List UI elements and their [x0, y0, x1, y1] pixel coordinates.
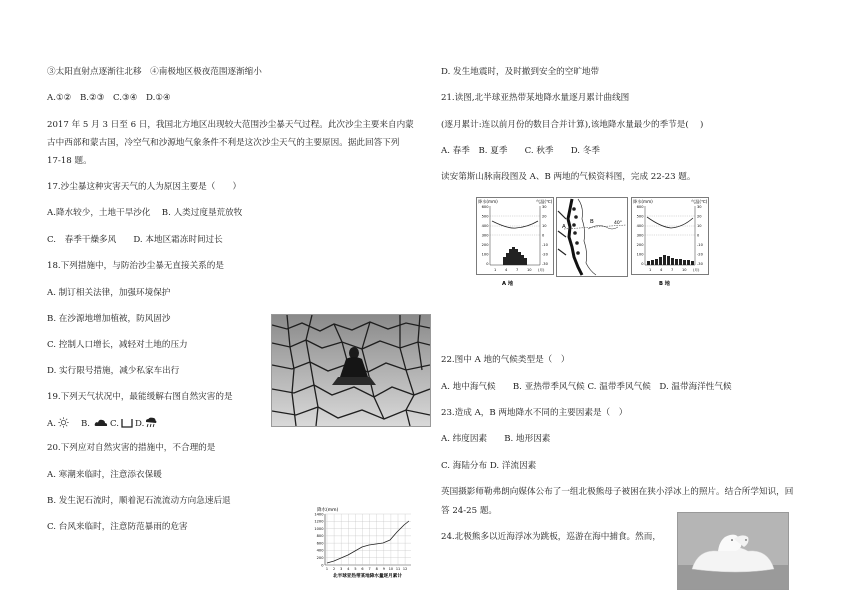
intro-22-23: 读安第斯山脉南段图及 A、B 两地的气候资料图，完成 22-23 题。: [441, 172, 696, 182]
map-label-b: B: [590, 219, 594, 225]
temp-tick-label: -20: [542, 252, 548, 257]
climate-chart-a-svg: [476, 197, 554, 287]
cloudy-icon: [94, 418, 108, 430]
temp-tick-label: 10: [542, 224, 547, 228]
month-tick-label: (月): [693, 268, 700, 272]
cumulative-x-tick-label: 5: [354, 567, 357, 571]
month-tick-label: 1: [649, 268, 652, 272]
precip-tick-label: 0: [486, 262, 489, 266]
question-19-options: [47, 417, 157, 431]
cumulative-y-tick-label: 1000: [314, 526, 324, 531]
precip-tick-label: 200: [636, 243, 644, 247]
temp-tick-label: 0: [542, 233, 545, 238]
precip-tick-label: 400: [481, 224, 489, 228]
question-23-options-ab: A. 纬度因素 B. 地形因素: [441, 434, 551, 444]
precip-tick-label: 500: [481, 214, 489, 219]
cumulative-curve: [327, 521, 409, 563]
precip-tick-label: 600: [636, 205, 644, 209]
precip-tick-label: 100: [481, 252, 489, 257]
question-20-option-b: B. 发生泥石流时，顺着泥石流流动方向急速后退: [47, 496, 231, 506]
precip-tick-label: 300: [481, 233, 489, 238]
month-tick-label: 7: [671, 268, 674, 272]
precip-tick-label: 400: [636, 224, 644, 228]
question-20: 20.下列应对自然灾害的措施中，不合理的是: [47, 443, 216, 453]
option-a-label: A.: [47, 419, 56, 429]
temp-tick-label: -30: [697, 262, 703, 266]
sun-icon: [58, 417, 69, 431]
cumulative-y-tick-label: 0: [321, 563, 324, 568]
precip-tick-label: 100: [636, 252, 644, 257]
temp-tick-label: 0: [697, 233, 700, 238]
cumulative-x-tick-label: 10: [388, 567, 394, 571]
cumulative-x-tick-label: 3: [340, 567, 343, 571]
cumulative-chart-ylabel: 降水(mm): [317, 508, 339, 513]
cumulative-y-tick-label: 1200: [314, 519, 324, 524]
question-23: 23.造成 A，B 两地降水不同的主要因素是（ ）: [441, 408, 628, 418]
option-b-label: B.: [80, 419, 91, 429]
month-tick-label: (月): [538, 268, 545, 272]
map-latitude-label: 40°: [614, 221, 622, 226]
temp-tick-label: 10: [697, 224, 702, 228]
temp-tick-label: 20: [542, 214, 547, 219]
sandstorm-icon: [121, 418, 133, 431]
climate-b-ylabel-right: 气温(℃): [691, 199, 708, 204]
climate-a-ylabel-left: 降水(mm): [478, 199, 498, 204]
cumulative-x-tick-label: 6: [361, 567, 364, 571]
cumulative-y-tick-label: 1400: [314, 512, 324, 517]
passage-line-3: 17-18 题。: [47, 156, 92, 166]
question-18-option-a: A. 制订相关法律，加强环境保护: [47, 288, 171, 298]
month-tick-label: 1: [494, 268, 497, 272]
andes-map: [556, 197, 628, 277]
passage-bears-line-2: 答 24-25 题。: [441, 506, 498, 516]
polar-bear-ice-floe-photo: [677, 512, 789, 590]
precip-tick-label: 500: [636, 214, 644, 219]
question-20-option-c: C. 台风来临时，注意防范暴雨的危害: [47, 522, 188, 532]
question-24: 24.北极熊多以近海浮冰为跳板，巡游在海中捕食。然而，: [441, 532, 661, 542]
temp-tick-label: -10: [697, 243, 703, 247]
month-tick-label: 4: [505, 268, 508, 272]
question-21: 21.读图,北半球亚热带某地降水量逐月累计曲线图: [441, 93, 630, 103]
cumulative-x-tick-label: 4: [347, 567, 350, 571]
temp-tick-label: 20: [697, 214, 702, 219]
cumulative-x-tick-label: 2: [333, 567, 336, 571]
temp-tick-label: -30: [542, 262, 548, 266]
cumulative-y-tick-label: 600: [316, 541, 324, 546]
question-18: 18.下列措施中，与防治沙尘暴无直接关系的是: [47, 261, 224, 271]
cumulative-y-tick-label: 400: [316, 548, 324, 553]
question-17-options-cd: C. 春季干燥多风 D. 本地区霜冻时间过长: [47, 235, 223, 245]
climate-chart-b: [631, 197, 709, 287]
answer-options-line: A.①② B.②③ C.③④ D.①④: [47, 93, 171, 103]
passage-bears-line-1: 英国摄影师勒弗朗向媒体公布了一组北极熊母子被困在狭小浮冰上的照片。结合所学知识，回: [441, 487, 794, 497]
drought-cracked-earth-photo: [271, 314, 431, 427]
question-17-options-ab: A.降水较少，土地干旱沙化 B. 人类过度垦荒放牧: [47, 208, 243, 218]
option-d-label: D.: [135, 419, 145, 429]
temp-tick-label: 30: [697, 205, 702, 209]
question-18-option-c: C. 控制人口增长，减轻对土地的压力: [47, 340, 188, 350]
month-tick-label: 10: [682, 268, 687, 272]
precip-tick-label: 0: [641, 262, 644, 266]
cumulative-chart-caption: 北半球亚热带某地降水量逐月累计: [333, 574, 402, 579]
question-21-options: A. 春季 B. 夏季 C. 秋季 D. 冬季: [441, 146, 600, 156]
cumulative-y-tick-label: 200: [316, 556, 324, 561]
passage-line-1: 2017 年 5 月 3 日至 6 日，我国北方地区出现较大范围沙尘暴天气过程。此次沙尘主要来自内蒙: [47, 120, 414, 130]
month-tick-label: 7: [516, 268, 519, 272]
temp-tick-label: -20: [697, 252, 703, 257]
precip-tick-label: 600: [481, 205, 489, 209]
question-22-options: A. 地中海气候 B. 亚热带季风气候 C. 温带季风气候 D. 温带海洋性气候: [441, 382, 732, 392]
passage-line-2: 古中西部和蒙古国，冷空气和沙源地气象条件不利是这次沙尘天气的主要原因。据此回答下列: [47, 138, 400, 148]
month-tick-label: 10: [527, 268, 532, 272]
question-20-option-d: D. 发生地震时，及时撤到安全的空旷地带: [441, 67, 600, 77]
climate-a-caption: A 地: [502, 281, 514, 287]
climate-chart-a: [476, 197, 554, 287]
precip-tick-label: 200: [481, 243, 489, 247]
question-22: 22.图中 A 地的气候类型是（ ）: [441, 355, 570, 365]
precip-tick-label: 300: [636, 233, 644, 238]
option-line-1: ③太阳直射点逐渐往北移 ④南极地区极夜范围逐渐缩小: [47, 67, 262, 77]
question-20-option-a: A. 寒潮来临时，注意添衣保暖: [47, 470, 162, 480]
temp-tick-label: -10: [542, 243, 548, 247]
cumulative-x-tick-label: 1: [325, 567, 329, 571]
cumulative-x-tick-label: 12: [402, 567, 408, 571]
cumulative-precipitation-chart: [307, 505, 417, 580]
climate-b-ylabel-left: 降水(mm): [633, 199, 653, 204]
cumulative-x-tick-label: 7: [368, 567, 371, 571]
option-c-label: C.: [110, 419, 120, 429]
cumulative-y-tick-label: 800: [316, 534, 324, 539]
question-19: 19.下列天气状况中，最能缓解右图自然灾害的是: [47, 392, 233, 402]
question-21-note: (逐月累计:连以前月份的数目合并计算),该地降水量最少的季节是( ): [441, 120, 704, 130]
temp-tick-label: 30: [542, 205, 547, 209]
map-label-a: A: [562, 224, 566, 230]
question-17: 17.沙尘暴这种灾害天气的人为原因主要是（ ）: [47, 182, 242, 192]
question-23-options-cd: C. 海陆分布 D. 洋流因素: [441, 461, 537, 471]
climate-a-ylabel-right: 气温(℃): [536, 199, 553, 204]
month-tick-label: 4: [660, 268, 663, 272]
climate-b-caption: B 地: [659, 281, 670, 287]
rain-icon: [145, 417, 157, 431]
question-18-option-d: D. 实行限号措施，减少私家车出行: [47, 366, 180, 376]
cumulative-x-tick-label: 11: [395, 567, 401, 571]
question-18-option-b: B. 在沙源地增加植被，防风固沙: [47, 314, 171, 324]
cumulative-x-tick-label: 8: [375, 567, 378, 571]
cumulative-x-tick-label: 9: [382, 567, 385, 571]
